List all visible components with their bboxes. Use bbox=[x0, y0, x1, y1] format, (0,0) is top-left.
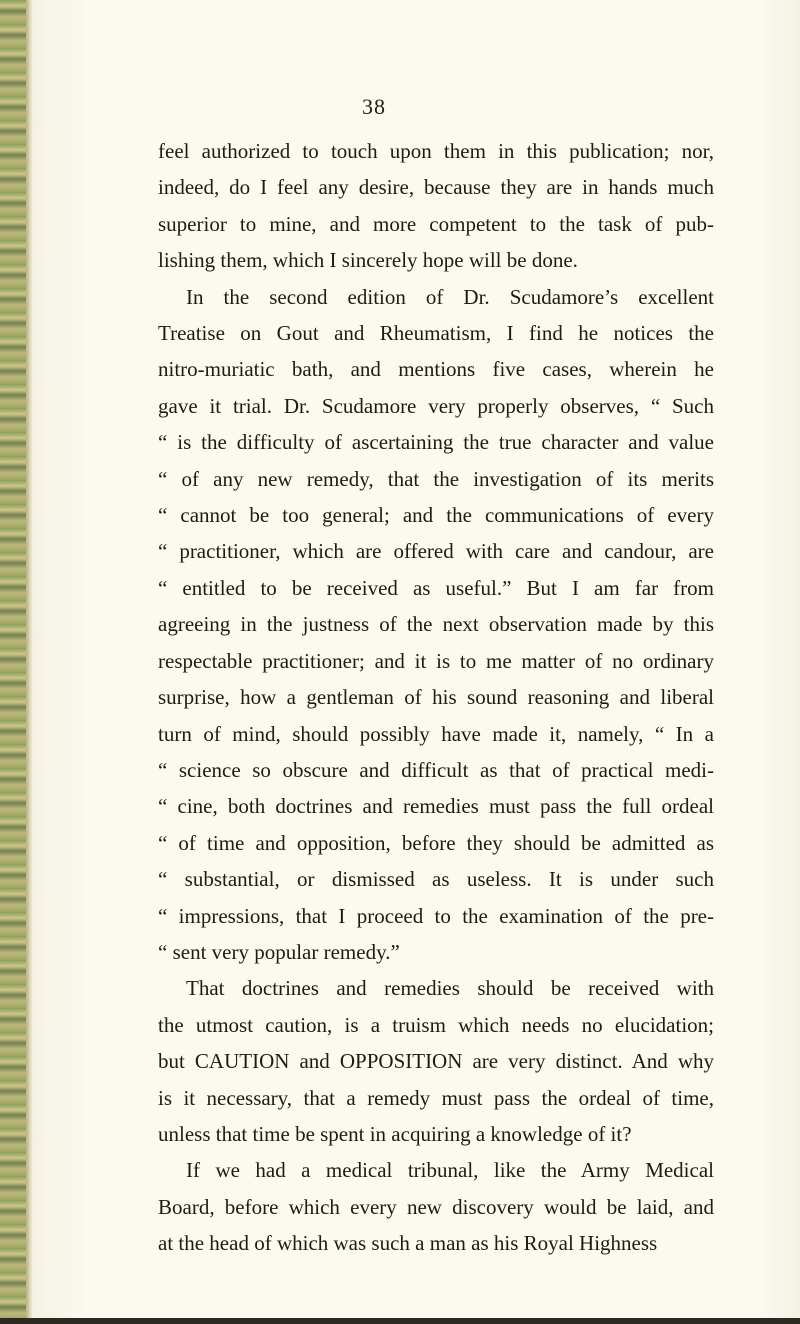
text-line: Board, before which every new discovery would be laid, and bbox=[158, 1194, 714, 1219]
text-line: That doctrines and remedies should be received with bbox=[186, 976, 714, 1001]
text-line: lishing them, which I sincerely hope will be done. bbox=[158, 248, 578, 273]
text-line: at the head of which was such a man as his Royal Highness bbox=[158, 1231, 658, 1256]
body-text bbox=[158, 133, 714, 1262]
text-line: “ sent very popular remedy.” bbox=[158, 939, 400, 964]
text-line: turn of mind, should possibly have made it, namely, “ In a bbox=[158, 721, 714, 746]
text-line: “ substantial, or dismissed as useless. It is under such bbox=[158, 867, 714, 892]
text-line: If we had a medical tribunal, like the Army Medical bbox=[186, 1158, 714, 1183]
text-line: feel authorized to touch upon them in this publication; nor, bbox=[158, 139, 714, 163]
page-bottom-edge bbox=[0, 1318, 800, 1324]
text-line: nitro-muriatic bath, and mentions five cases, wherein he bbox=[158, 357, 714, 382]
text-line: In the second edition of Dr. Scudamore’s excellent bbox=[186, 284, 714, 309]
text-line: but CAUTION and OPPOSITION are very distinct. And why bbox=[158, 1049, 714, 1074]
text-line: “ entitled to be received as useful.” But I am far from bbox=[158, 575, 714, 600]
text-line: “ practitioner, which are offered with care and candour, are bbox=[158, 539, 714, 564]
text-line: unless that time be spent in acquiring a knowledge of it? bbox=[158, 1121, 632, 1146]
text-line: “ of time and opposition, before they should be admitted as bbox=[158, 830, 714, 855]
text-line: Treatise on Gout and Rheumatism, I find he notices the bbox=[158, 321, 714, 346]
binding-edge bbox=[26, 0, 32, 1324]
text-line: “ impressions, that I proceed to the examination of the pre- bbox=[158, 903, 714, 928]
text-line: “ is the difficulty of ascertaining the true character and value bbox=[158, 430, 714, 455]
book-binding bbox=[0, 0, 26, 1324]
text-line: is it necessary, that a remedy must pass the ordeal of time, bbox=[158, 1085, 714, 1110]
text-line: agreeing in the justness of the next observation made by this bbox=[158, 612, 714, 637]
text-line: “ science so obscure and difficult as that of practical medi- bbox=[158, 757, 714, 782]
text-line: indeed, do I feel any desire, because they are in hands much bbox=[158, 175, 714, 200]
page-number: 38 bbox=[362, 94, 386, 119]
text-line: “ of any new remedy, that the investigation of its merits bbox=[158, 466, 714, 491]
text-line: gave it trial. Dr. Scudamore very properly observes, “ Such bbox=[158, 393, 714, 418]
text-line: the utmost caution, is a truism which needs no elucidation; bbox=[158, 1012, 714, 1037]
text-line: respectable practitioner; and it is to me matter of no ordinary bbox=[158, 648, 714, 673]
text-line: superior to mine, and more competent to the task of pub- bbox=[158, 211, 714, 236]
text-line: “ cine, both doctrines and remedies must pass the full ordeal bbox=[158, 794, 714, 819]
text-line: “ cannot be too general; and the communications of every bbox=[158, 503, 714, 528]
text-line: surprise, how a gentleman of his sound reasoning and liberal bbox=[158, 685, 714, 710]
